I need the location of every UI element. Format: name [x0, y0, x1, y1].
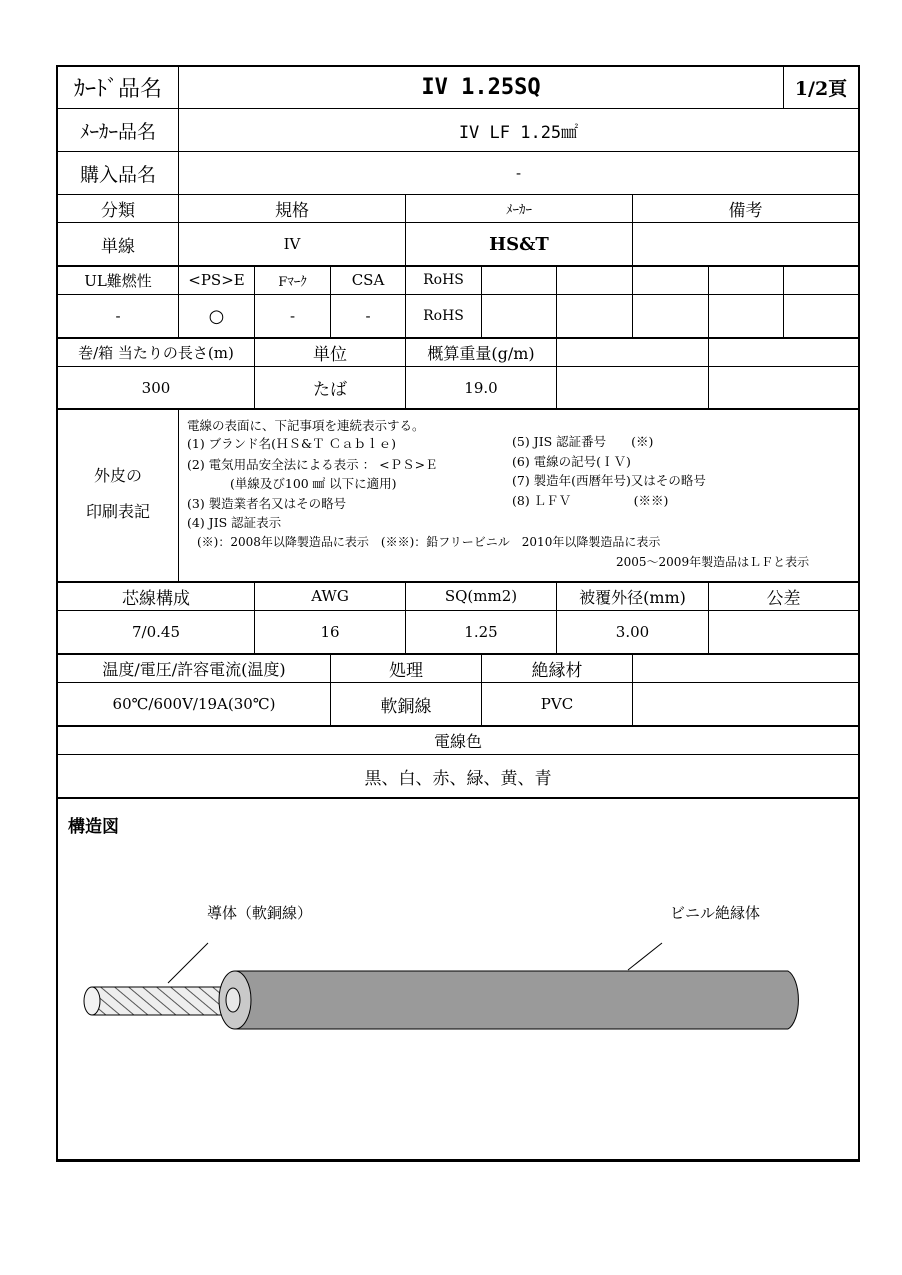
print-item-6: (6) 電線の記号(ＩＶ)	[512, 454, 631, 469]
spec-header: 規格	[275, 201, 309, 221]
print-item-8: (8) ＬＦＶ (※※)	[512, 493, 669, 508]
sq-value: 1.25	[464, 623, 498, 641]
weight-header: 概算重量(g/m)	[427, 343, 535, 363]
length-value: 300	[141, 378, 171, 397]
remarks-header: 備考	[728, 201, 763, 221]
print-item-7: (7) 製造年(西暦年号)又はその略号	[512, 473, 706, 488]
awg-header: AWG	[311, 587, 349, 605]
tolerance-value	[709, 611, 858, 653]
print-note-2: 2005～2009年製造品はＬＦと表示	[616, 555, 810, 569]
insulation-label: ビニル絶縁体	[670, 904, 761, 922]
classification-header: 分類	[101, 201, 135, 221]
print-item-2: (2) 電気用品安全法による表示 ： <ＰＳ>Ｅ	[187, 457, 438, 472]
maker-name-label: ﾒｰｶｰ品名	[79, 120, 156, 143]
awg-value: 16	[320, 623, 340, 641]
maker-name-value: IV LF 1.25㎟	[458, 122, 579, 143]
card-name-label: ｶｰﾄﾞ品名	[73, 76, 162, 102]
rating-header: 温度/電圧/許容電流(温度)	[102, 659, 286, 679]
page-number: 1/2頁	[794, 77, 848, 100]
sq-header: SQ(mm2)	[444, 587, 518, 605]
ul-flame-value: -	[115, 307, 121, 325]
f-mark-header: Fﾏｰｸ	[278, 274, 307, 290]
col-rule	[632, 653, 633, 725]
conductor-face	[226, 988, 240, 1012]
wire-color-value: 黒、白、赤、緑、黄、青	[364, 768, 552, 789]
outer-diameter-value: 3.00	[615, 623, 650, 641]
row-rule	[56, 408, 860, 410]
conductor-leader	[168, 943, 208, 983]
purchase-name-value: -	[515, 164, 522, 182]
print-item-2-note: (単線及び100 ㎟ 以下に適用)	[230, 476, 397, 491]
col-rule	[708, 265, 709, 408]
unit-value: たば	[313, 380, 347, 400]
core-header: 芯線構成	[122, 588, 190, 609]
insulation-body	[235, 971, 798, 1029]
conductor-label: 導体（軟銅線）	[207, 904, 313, 922]
pse-value: ○	[208, 305, 225, 327]
diagram-title: 構造図	[68, 817, 119, 837]
tolerance-header: 公差	[766, 588, 801, 609]
rating-value: 60℃/600V/19A(30℃)	[112, 695, 276, 713]
print-item-4: (4) JIS 認証表示	[187, 515, 282, 530]
print-note-1: (※)：2008年以降製造品に表示 (※※)：鉛フリービニル 2010年以降製造品に表示	[197, 535, 661, 549]
csa-header: CSA	[351, 271, 385, 289]
col-rule	[481, 265, 482, 337]
maker-header: ﾒｰｶｰ	[506, 203, 532, 218]
sheet-bottom-rule	[56, 1160, 860, 1162]
f-mark-value: -	[289, 307, 296, 325]
remarks-value	[633, 223, 858, 265]
unit-header: 単位	[313, 344, 347, 365]
maker-value: HS&T	[489, 233, 549, 255]
csa-value: -	[365, 307, 371, 325]
classification-value: 単線	[101, 236, 135, 257]
outer-diameter-header: 被覆外径(mm)	[579, 587, 686, 607]
wire-color-header: 電線色	[433, 731, 482, 751]
row-rule	[56, 797, 860, 799]
col-rule	[556, 265, 557, 408]
print-item-3: (3) 製造業者名又はその略号	[187, 496, 347, 511]
print-label-line1: 外皮の	[93, 465, 142, 485]
print-intro: 電線の表面に、下記事項を連続表示する。	[187, 418, 425, 433]
insulation-header: 絶縁材	[531, 660, 583, 681]
print-item-5: (5) JIS 認証番号 (※)	[512, 434, 654, 449]
rohs-header: RoHS	[423, 272, 464, 288]
col-rule	[178, 408, 179, 581]
conductor-body	[92, 987, 240, 1015]
weight-value: 19.0	[464, 378, 498, 397]
ul-flame-header: UL難燃性	[84, 271, 152, 290]
spec-value: IV	[283, 235, 301, 253]
print-label-line2: 印刷表記	[85, 501, 150, 521]
insulation-value: PVC	[540, 695, 574, 713]
core-value: 7/0.45	[132, 623, 180, 641]
col-rule	[783, 265, 784, 337]
rohs-value: RoHS	[423, 308, 464, 324]
length-header: 巻/箱 当たりの長さ(m)	[78, 343, 234, 362]
treatment-value: 軟銅線	[380, 696, 432, 717]
card-name-value: IV 1.25SQ	[421, 74, 541, 100]
insulation-leader	[628, 943, 662, 970]
purchase-name-label: 購入品名	[79, 163, 156, 186]
cable-diagram	[70, 915, 830, 1045]
treatment-header: 処理	[389, 660, 423, 681]
print-item-1: (1) ブランド名(ＨＳ&Ｔ Ｃａｂｌｅ)	[187, 436, 397, 451]
pse-header: <PS>E	[188, 271, 245, 289]
conductor-end	[84, 987, 100, 1015]
